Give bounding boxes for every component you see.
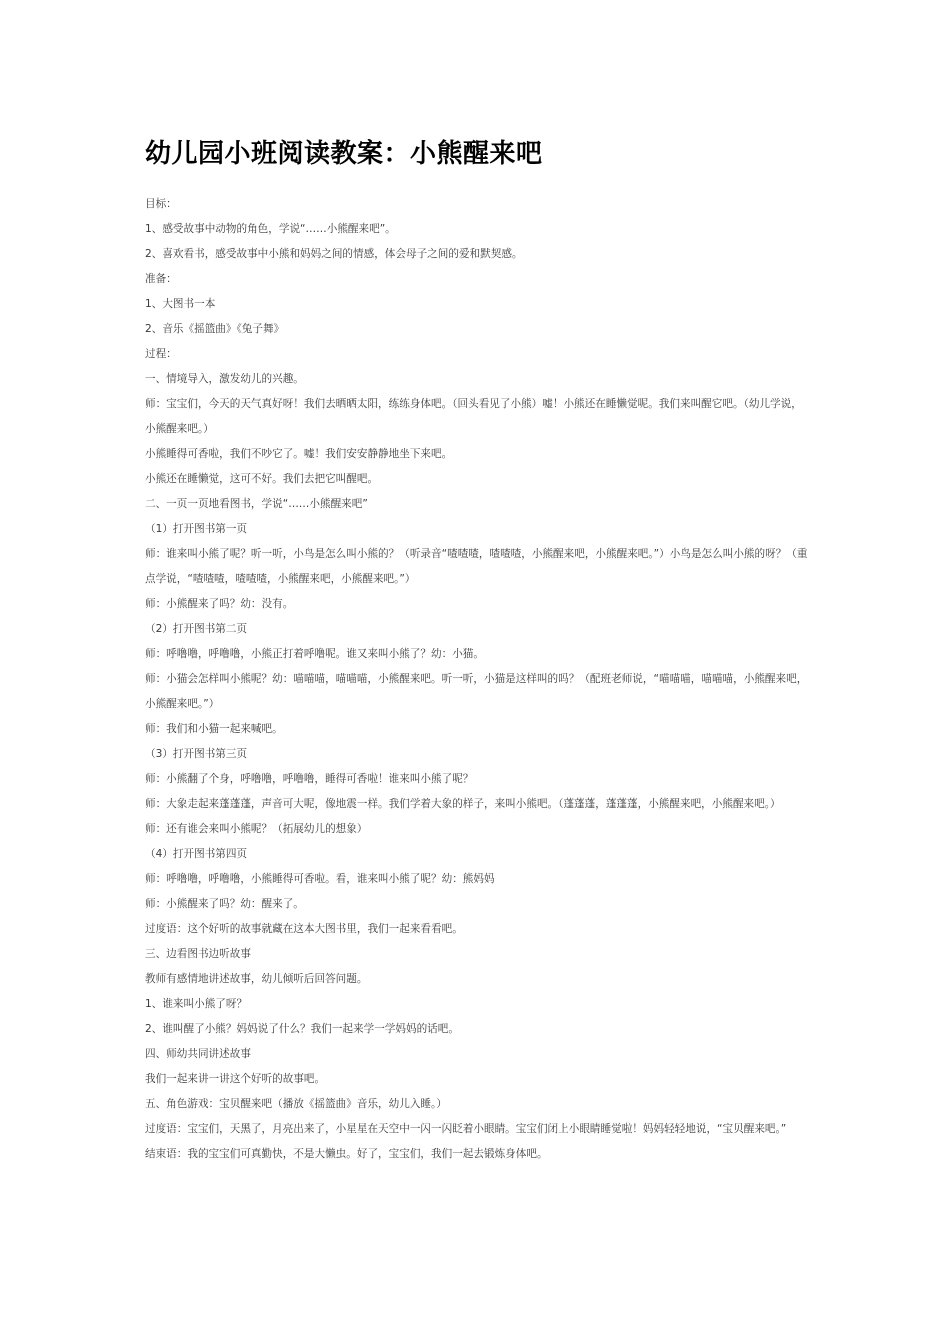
paragraph: 2、音乐《摇篮曲》《兔子舞》: [145, 323, 285, 335]
paragraph: 结束语：我的宝宝们可真勤快，不是大懒虫。好了，宝宝们，我们一起去锻炼身体吧。: [145, 1148, 548, 1160]
paragraph: 一、情境导入，激发幼儿的兴趣。: [145, 373, 304, 385]
document-body: [145, 192, 810, 1167]
paragraph: 师：还有谁会来叫小熊呢？（拓展幼儿的想象）: [145, 823, 368, 835]
paragraph: 过度语：这个好听的故事就藏在这本大图书里，我们一起来看看吧。: [145, 923, 463, 935]
paragraph: 四、师幼共同讲述故事: [145, 1048, 251, 1060]
paragraph: 师：大象走起来蓬蓬蓬，声音可大呢，像地震一样。我们学着大象的样子，来叫小熊吧。（蓬蓬蓬，蓬蓬蓬，小熊醒来吧，小熊醒来吧。）: [145, 798, 781, 810]
paragraph: 1、谁来叫小熊了呀？: [145, 998, 248, 1010]
paragraph: 2、喜欢看书，感受故事中小熊和妈妈之间的情感，体会母子之间的爱和默契感。: [145, 248, 523, 260]
paragraph: 师：宝宝们，今天的天气真好呀！我们去晒晒太阳，练练身体吧。（回头看见了小熊）嘘！小熊还在睡懒觉呢。我们来叫醒它吧。（幼儿学说，小熊醒来吧。）: [145, 398, 802, 435]
paragraph: （1）打开图书第一页: [145, 523, 248, 535]
paragraph: 五、角色游戏：宝贝醒来吧（播放《摇篮曲》音乐，幼儿入睡。）: [145, 1098, 447, 1110]
paragraph: 过度语：宝宝们，天黑了，月亮出来了，小星星在天空中一闪一闪眨着小眼睛。宝宝们闭上小眼睛睡觉啦！妈妈轻轻地说，“宝贝醒来吧。”: [145, 1123, 787, 1135]
paragraph: 师：我们和小猫一起来喊吧。: [145, 723, 283, 735]
paragraph: 我们一起来讲一讲这个好听的故事吧。: [145, 1073, 326, 1085]
paragraph: 二、一页一页地看图书，学说“……小熊醒来吧”: [145, 498, 368, 510]
paragraph: 师：谁来叫小熊了呢？听一听，小鸟是怎么叫小熊的？（听录音“喳喳喳，喳喳喳，小熊醒来吧，小熊醒来吧。”）小鸟是怎么叫小熊的呀？（重点学说，“喳喳喳，喳喳喳，小熊醒来吧，小熊醒来吧。”）: [145, 548, 808, 585]
paragraph: 小熊还在睡懒觉，这可不好。我们去把它叫醒吧。: [145, 473, 379, 485]
paragraph: 三、边看图书边听故事: [145, 948, 251, 960]
paragraph: 1、大图书一本: [145, 298, 216, 310]
paragraph: （4）打开图书第四页: [145, 848, 248, 860]
paragraph: 过程：: [145, 348, 177, 360]
paragraph: 2、谁叫醒了小熊？妈妈说了什么？我们一起来学一学妈妈的话吧。: [145, 1023, 459, 1035]
paragraph: 目标：: [145, 198, 177, 210]
paragraph: 教师有感情地讲述故事，幼儿倾听后回答问题。: [145, 973, 368, 985]
paragraph: 师：小猫会怎样叫小熊呢？幼：喵喵喵，喵喵喵，小熊醒来吧。听一听，小猫是这样叫的吗？（配班老师说，“喵喵喵，喵喵喵，小熊醒来吧，小熊醒来吧。”）: [145, 673, 808, 710]
paragraph: 师：小熊翻了个身，呼噜噜，呼噜噜，睡得可香啦！谁来叫小熊了呢？: [145, 773, 474, 785]
paragraph: （2）打开图书第二页: [145, 623, 248, 635]
document-title: 幼儿园小班阅读教案：小熊醒来吧: [145, 139, 543, 169]
paragraph: （3）打开图书第三页: [145, 748, 248, 760]
paragraph: 师：小熊醒来了吗？幼：没有。: [145, 598, 294, 610]
paragraph: 师：呼噜噜，呼噜噜，小熊睡得可香啦。看，谁来叫小熊了呢？幼：熊妈妈: [145, 873, 495, 885]
paragraph: 师：呼噜噜，呼噜噜，小熊正打着呼噜呢。谁又来叫小熊了？幼：小猫。: [145, 648, 484, 660]
paragraph: 小熊睡得可香啦，我们不吵它了。嘘！我们安安静静地坐下来吧。: [145, 448, 453, 460]
paragraph: 准备：: [145, 273, 177, 285]
paragraph: 1、感受故事中动物的角色，学说“……小熊醒来吧”。: [145, 223, 396, 235]
paragraph: 师：小熊醒来了吗？幼：醒来了。: [145, 898, 304, 910]
